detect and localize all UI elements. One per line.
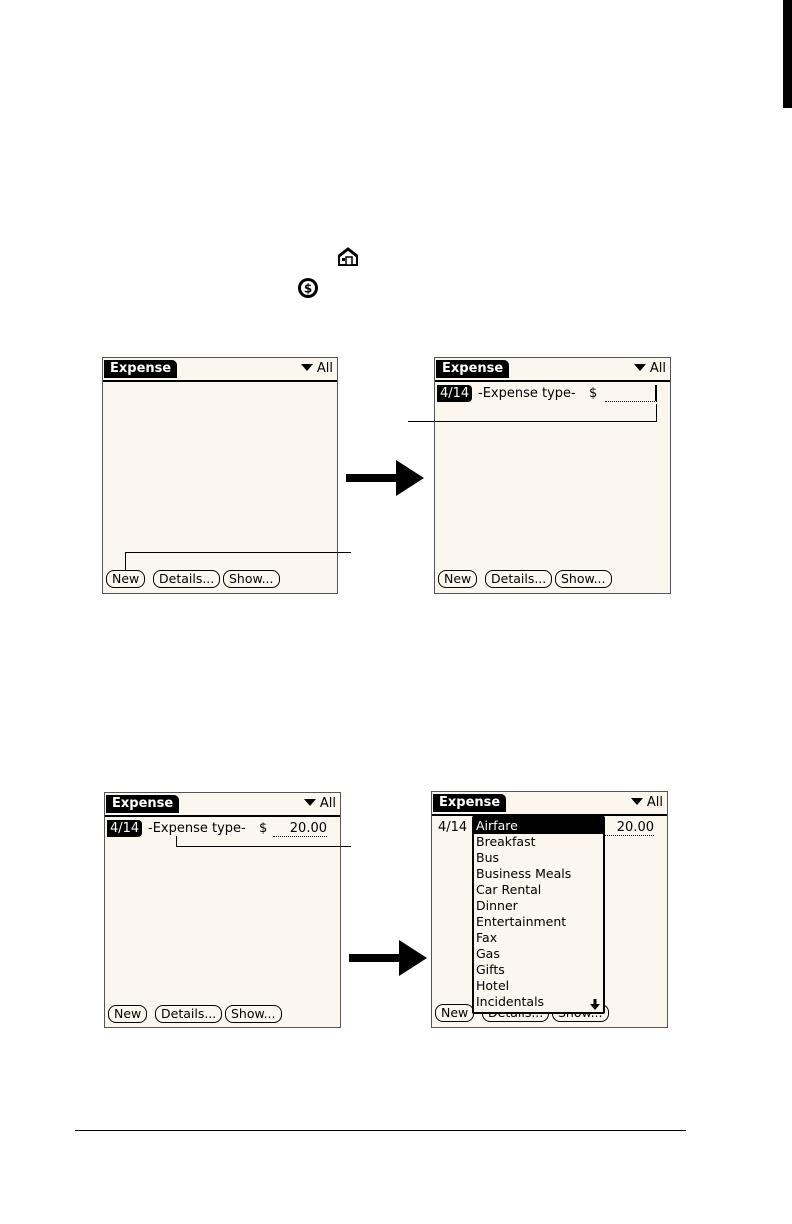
expense-type-option[interactable]: Incidentals	[476, 994, 545, 1009]
show-button[interactable]: Show...	[555, 570, 612, 588]
expense-type-option[interactable]: Breakfast	[476, 834, 536, 849]
expense-type-option[interactable]: Hotel	[476, 978, 510, 993]
app-title: Expense	[436, 360, 509, 378]
new-button[interactable]: New	[106, 570, 145, 588]
expense-screen-amount	[104, 792, 341, 1028]
svg-text:$: $	[303, 281, 313, 296]
callout-line	[125, 552, 351, 553]
callout-line	[408, 421, 657, 422]
titlebar	[103, 360, 337, 382]
right-arrow-icon	[346, 460, 426, 496]
category-picker[interactable]	[301, 360, 333, 378]
app-title: Expense	[104, 360, 177, 378]
expense-type-option[interactable]: Bus	[476, 850, 500, 865]
category-picker[interactable]	[304, 795, 336, 813]
expense-type-picker[interactable]: -Expense type-	[148, 821, 246, 836]
down-arrow-icon[interactable]	[590, 999, 600, 1010]
chevron-down-icon	[634, 364, 646, 371]
expense-type-option[interactable]: Entertainment	[476, 914, 567, 929]
page-edge-tab	[783, 0, 792, 108]
expense-type-option[interactable]: Car Rental	[476, 882, 542, 897]
expense-type-option[interactable]: Dinner	[476, 898, 518, 913]
category-label: All	[646, 795, 663, 810]
amount-field[interactable]: 20.00	[604, 819, 654, 836]
titlebar	[105, 795, 340, 817]
amount-field[interactable]	[605, 385, 657, 402]
date-field[interactable]: 4/14	[437, 385, 472, 402]
date-field[interactable]: 4/14	[107, 820, 142, 837]
show-button[interactable]: Show...	[225, 1005, 282, 1023]
category-label: All	[649, 361, 666, 376]
currency-symbol: $	[589, 386, 598, 401]
text-cursor	[655, 385, 657, 401]
titlebar	[432, 794, 667, 816]
app-title: Expense	[106, 795, 179, 813]
right-arrow-icon	[349, 940, 429, 976]
category-label: All	[316, 361, 333, 376]
chevron-down-icon	[631, 798, 643, 805]
new-button[interactable]: New	[108, 1005, 147, 1023]
new-button[interactable]: New	[438, 570, 477, 588]
expense-type-option[interactable]: Fax	[476, 930, 498, 945]
chevron-down-icon	[304, 799, 316, 806]
expense-icon	[297, 277, 319, 299]
details-button[interactable]: Details...	[155, 1005, 222, 1023]
date-field[interactable]: 4/14	[438, 820, 468, 835]
app-title: Expense	[433, 794, 506, 812]
category-picker[interactable]	[631, 794, 663, 812]
details-button[interactable]: Details...	[153, 570, 220, 588]
currency-symbol: $	[259, 821, 268, 836]
expense-type-option[interactable]: Business Meals	[476, 866, 572, 881]
expense-type-option[interactable]: Airfare	[474, 818, 603, 834]
amount-field[interactable]: 20.00	[273, 820, 327, 837]
expense-screen-type-list	[431, 791, 668, 1028]
expense-row[interactable]	[437, 385, 668, 403]
callout-line	[656, 404, 657, 422]
category-label: All	[319, 796, 336, 811]
callout-line	[176, 846, 351, 847]
home-icon	[337, 247, 359, 267]
chevron-down-icon	[301, 364, 313, 371]
expense-screen-new-record	[434, 357, 671, 594]
expense-type-option[interactable]: Gas	[476, 946, 500, 961]
footer-rule	[75, 1130, 686, 1131]
category-picker[interactable]	[634, 360, 666, 378]
expense-screen-empty	[102, 357, 338, 594]
new-button[interactable]: New	[435, 1004, 474, 1022]
expense-type-picker[interactable]: -Expense type-	[478, 386, 576, 401]
expense-row[interactable]	[107, 820, 338, 838]
show-button[interactable]: Show...	[223, 570, 280, 588]
expense-type-option[interactable]: Gifts	[476, 962, 505, 977]
callout-line	[125, 552, 126, 570]
titlebar	[435, 360, 670, 382]
expense-type-list[interactable]	[472, 816, 605, 1014]
details-button[interactable]: Details...	[485, 570, 552, 588]
